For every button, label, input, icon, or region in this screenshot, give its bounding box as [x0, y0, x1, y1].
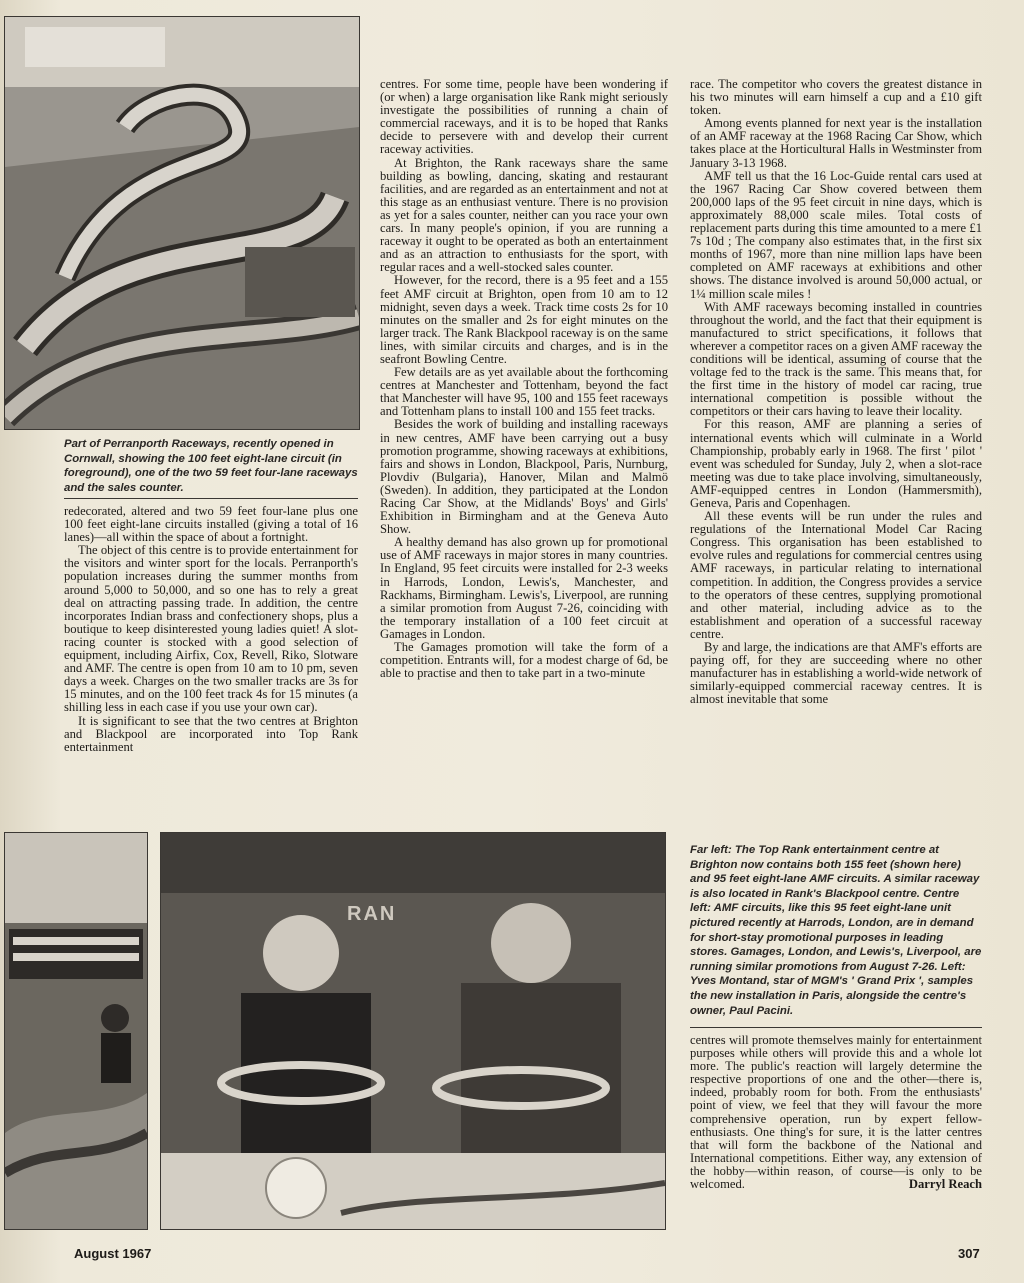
paragraph: By and large, the indications are that AMF's efforts are paying off, for they are succeeding where no other manufacturer has in establishing a world-wide network of similarly-equipped commercial raceway centres. It is almost inevitable that some — [690, 640, 982, 707]
article-column-2 — [380, 78, 668, 680]
background-sign-text: RAN — [347, 903, 397, 925]
paragraph: It is significant to see that the two centres at Brighton and Blackpool are incorporated into Top Rank entertainment — [64, 713, 358, 754]
footer-date: August 1967 — [74, 1246, 152, 1261]
article-column-3-end — [690, 1034, 982, 1191]
paragraph: A healthy demand has also grown up for promotional use of AMF raceways in major stores in many countries. In England, 95 feet circuits were installed for 2-3 weeks in Harrods, London, Lewis's, Manchester, and Rackhams, Birmingham. Lewis's, Liverpool, are running a similar promotion from August 7-26, coinciding with the temporary installation of a 100 feet circuit at Gamages in London. — [380, 535, 668, 641]
page-number: 307 — [958, 1246, 980, 1261]
paragraph: The Gamages promotion will take the form of a competition. Entrants will, for a modest charge of 6d, be able to practise and then to take part in a two-minute — [380, 640, 668, 681]
article-column-1 — [64, 505, 358, 754]
paragraph: However, for the record, there is a 95 feet and a 155 feet AMF circuit at Brighton, open from 10 am to 12 midnight, seven days a week. Track time costs 2s for 10 minutes on the smaller and 2s for eight minutes on the larger track. The Rank Blackpool raceway is on the same lines, with similar circuits and charges, and is in the seafront Bowling Centre. — [380, 273, 668, 366]
paragraph: All these events will be run under the rules and regulations of the International Model Car Racing Congress. This organisation has been established to evolve rules and regulations for commercial centres using AMF raceways, in particular relating to international competition. In addition, the Congress provides a service to the operators of these centres, supplying promotional and other material, including advice as to the establishment and operation of a successful raceway centre. — [690, 509, 982, 641]
byline: Darryl Reach — [908, 1177, 982, 1192]
paragraph: For this reason, AMF are planning a series of international events which will culminate in a World Championship, probably early in 1968. The first ' pilot ' event was scheduled for Sunday, July 2, when a slot-race meeting was due to take place involving, simultaneously, AMF-equipped centres in London (Hammersmith), Geneva, Paris and Copenhagen. — [690, 417, 982, 510]
paragraph: centres. For some time, people have been wondering if (or when) a large organisation like Rank might seriously investigate the possibilities of running a chain of commercial raceways, and it is to be hoped that Ranks decide to persevere with and develop their current raceway activities. — [380, 77, 668, 157]
article-column-3 — [690, 78, 982, 707]
photo-yves-montand-paris — [160, 832, 666, 1230]
paragraph: The object of this centre is to provide entertainment for the visitors and winter sport for the locals. Perranporth's population increases during the summer months from around 5,000 to 50,000, and so one has to rely a great deal on attracting passing trade. In addition, the centre incorporates Indian brass and confectionery shops, plus a boutique to keep disinterested young ladies quiet! A slot-racing counter is stocked with a good selection of equipment, including Airfix, Cox, Revell, Riko, Slotware and AMF. The centre is open from 10 am to 10 pm, seven days a week. Charges on the two smaller tracks are 3s for 15 minutes, and on the 100 feet track 4s for 15 minutes (a shilling less in each case if you use your own car). — [64, 543, 358, 715]
caption-photos-right: Far left: The Top Rank entertainment centre at Brighton now contains both 155 feet (shown here) and 95 feet eight-lane AMF circuits. A similar raceway is also located in Rank's Blackpool centre. Centre left: AMF circuits, like this 95 feet eight-lane unit pictured recently at Harrods, London, are in demand for short-stay promotional purposes in leading stores. Gamages, London, and Lewis's, Liverpool, are running similar promotions from August 7-26. Left: Yves Montand, star of MGM's ' Grand Prix ', samples the new installation in Paris, alongside the centre's owner, Paul Pacini. — [690, 844, 982, 1017]
paragraph: Besides the work of building and installing raceways in new centres, AMF have been carrying out a busy promotion programme, showing raceways at exhibitions, fairs and shows in London, Blackpool, Paris, Nurnburg, Plovdiv (Bulgaria), Hanover, Milan and Malmö (Sweden). In addition, they participated at the London Racing Car Show, at the Midlands' Boys' and Girls' Exhibition in Birmingham and at the Geneva Auto Show. — [380, 417, 668, 537]
caption-perranporth: Part of Perranporth Raceways, recently opened in Cornwall, showing the 100 feet eight-lane circuit (in foreground), one of the two 59 feet four-lane raceways and the sales counter. — [64, 438, 358, 494]
paragraph: Among events planned for next year is the installation of an AMF raceway at the 1968 Racing Car Show, which takes place at the Horticultural Halls in Westminster from January 3-13 1968. — [690, 116, 982, 170]
caption-rule — [64, 498, 358, 499]
photo-perranporth-raceway — [4, 16, 360, 430]
paragraph: With AMF raceways becoming installed in countries throughout the world, and the fact that their equipment is manufactured to strict specifications, it follows that wherever a competitor races on a given AMF raceway the conditions will be identical, assuming of course that the voltage fed to the track is the same. This means that, for the first time in the history of model car racing, true international competition is possible without the competitors or their cars having to leave their locality. — [690, 299, 982, 419]
paragraph: redecorated, altered and two 59 feet four-lane plus one 100 feet eight-lane circuits installed (giving a total of 16 lanes)—all within the space of about a fortnight. — [64, 504, 358, 545]
paragraph: AMF tell us that the 16 Loc-Guide rental cars used at the 1967 Racing Car Show covered between them 200,000 laps of the 95 feet circuit in nine days, which is approximately 88,000 scale miles. Total costs of replacement parts during this time amounted to a mere £1 7s 10d ; The company also estimates that, in the first six months of 1967, more than nine million laps have been completed on AMF raceways at exhibitions and other shows. The distance involved is around 50,000 actual, or 1¼ million scale miles ! — [690, 168, 982, 301]
photo-harrods-raceway — [4, 832, 148, 1230]
paragraph: centres will promote themselves mainly for entertainment purposes while others will provide this and a whole lot more. The public's reaction will largely determine the respective proportions of one and the other—there is, indeed, probably room for both. From the enthusiasts' point of view, we feel that they will favour the more comprehensive operation, run by expert fellow-enthusiasts. One thing's for sure, it is the latter centres that will form the backbone of the National and International competitions. Either way, any extension of the hobby—within reason, of course—is only to be welcomed. Darryl Reach — [690, 1033, 982, 1192]
paragraph: Few details are as yet available about the forthcoming centres at Manchester and Tottenham, beyond the fact that Manchester will have 95, 100 and 155 feet raceways and Tottenham plans to install 100 and 155 feet tracks. — [380, 365, 668, 419]
paragraph: race. The competitor who covers the greatest distance in his two minutes will earn himself a cup and a £10 gift token. — [690, 77, 982, 118]
caption-rule — [690, 1027, 982, 1028]
paragraph: At Brighton, the Rank raceways share the same building as bowling, dancing, skating and restaurant facilities, and are regarded as an entertainment and not at this stage as an enthusiast venture. There is no provision as yet for a sales counter, neither can you race your own cars. In many people's opinion, if you are running a raceway it ought to be operated as both an entertainment and as an attraction to enthusiasts for the sport, with regular races and a well-stocked sales counter. — [380, 155, 668, 275]
